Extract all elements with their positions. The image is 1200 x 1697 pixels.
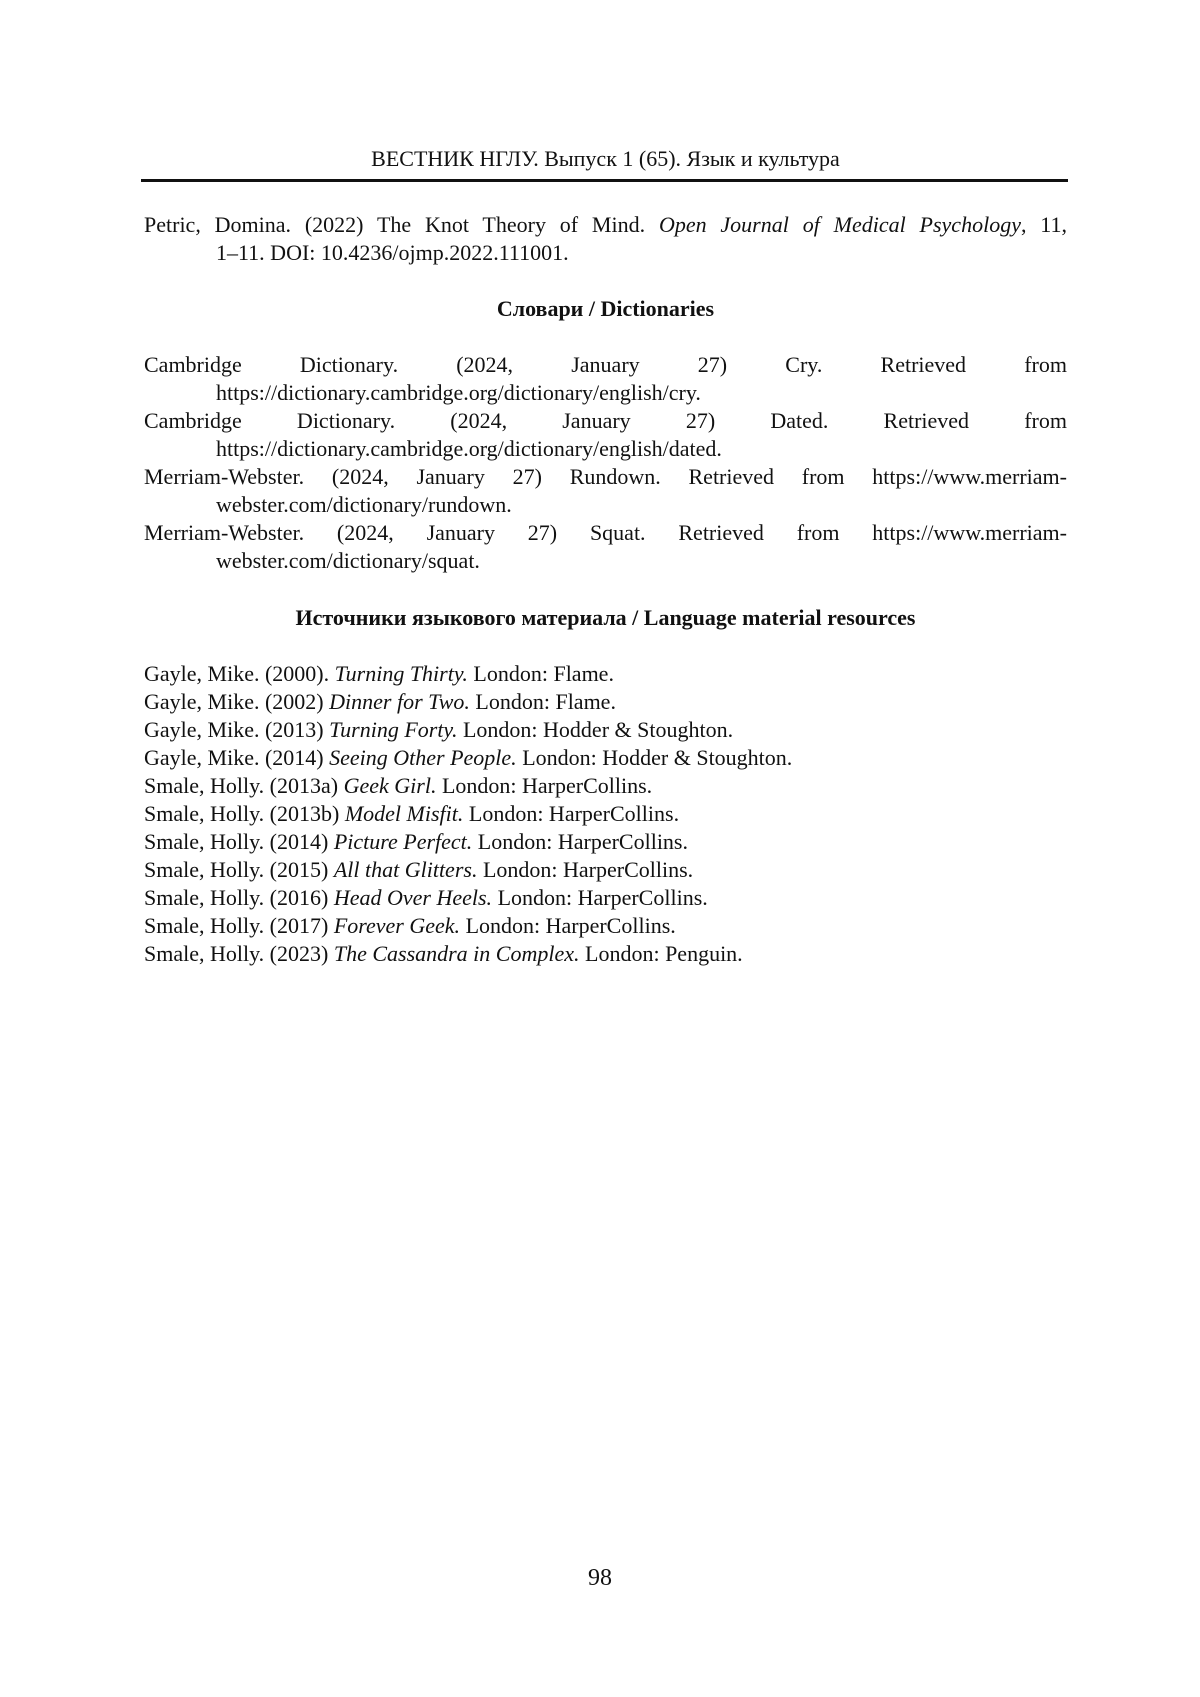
running-header: ВЕСТНИК НГЛУ. Выпуск 1 (65). Язык и культура xyxy=(144,145,1067,173)
reference-line-1 xyxy=(144,211,1067,239)
entry-line-2: https://dictionary.cambridge.org/dictionary/english/dated. xyxy=(144,435,1067,463)
section-heading-dictionaries: Словари / Dictionaries xyxy=(144,295,1067,323)
source-title: The Cassandra in Complex. xyxy=(334,941,580,966)
entry-line-1: Merriam-Webster. (2024, January 27) Rundown. Retrieved from https://www.merriam- xyxy=(144,463,1067,491)
source-title: Turning Forty. xyxy=(329,717,457,742)
dictionary-entry xyxy=(144,407,1067,463)
source-text: Gayle, Mike. (2013) xyxy=(144,717,329,742)
source-entry xyxy=(144,884,1067,912)
source-entry xyxy=(144,716,1067,744)
source-text: London: HarperCollins. xyxy=(492,885,708,910)
source-title: Seeing Other People. xyxy=(329,745,517,770)
source-text: Gayle, Mike. (2002) xyxy=(144,689,329,714)
source-text: London: HarperCollins. xyxy=(477,857,693,882)
source-entry xyxy=(144,856,1067,884)
reference-petric xyxy=(144,211,1067,267)
sources-list xyxy=(144,660,1067,968)
source-text: Smale, Holly. (2017) xyxy=(144,913,334,938)
source-text: Smale, Holly. (2013b) xyxy=(144,801,345,826)
source-entry xyxy=(144,800,1067,828)
dictionary-entry xyxy=(144,463,1067,519)
dictionary-entry xyxy=(144,519,1067,575)
source-text: Smale, Holly. (2014) xyxy=(144,829,334,854)
source-title: Turning Thirty. xyxy=(335,661,468,686)
source-text: Gayle, Mike. (2014) xyxy=(144,745,329,770)
source-text: Gayle, Mike. (2000). xyxy=(144,661,335,686)
section-heading-sources: Источники языкового материала / Language material resources xyxy=(144,604,1067,632)
source-title: Dinner for Two. xyxy=(329,689,470,714)
dictionary-entry xyxy=(144,351,1067,407)
source-text: London: Penguin. xyxy=(580,941,743,966)
source-entry xyxy=(144,940,1067,968)
entry-line-1: Cambridge Dictionary. (2024, January 27) Cry. Retrieved from xyxy=(144,351,1067,379)
source-title: Model Misfit. xyxy=(345,801,464,826)
source-entry xyxy=(144,912,1067,940)
source-entry xyxy=(144,772,1067,800)
ref-text: Petric, Domina. (2022) The Knot Theory of Mind. xyxy=(144,212,659,237)
source-text: London: Flame. xyxy=(470,689,616,714)
entry-line-1: Cambridge Dictionary. (2024, January 27) Dated. Retrieved from xyxy=(144,407,1067,435)
reference-line-2: 1–11. DOI: 10.4236/ojmp.2022.111001. xyxy=(144,239,1067,267)
source-entry xyxy=(144,688,1067,716)
entry-line-2: webster.com/dictionary/squat. xyxy=(144,547,1067,575)
source-text: London: Flame. xyxy=(468,661,614,686)
entry-line-2: https://dictionary.cambridge.org/dictionary/english/cry. xyxy=(144,379,1067,407)
entry-line-1: Merriam-Webster. (2024, January 27) Squat. Retrieved from https://www.merriam- xyxy=(144,519,1067,547)
source-title: Head Over Heels. xyxy=(334,885,492,910)
source-text: Smale, Holly. (2013a) xyxy=(144,773,344,798)
dictionary-list xyxy=(144,351,1067,575)
source-text: London: HarperCollins. xyxy=(460,913,676,938)
header-rule xyxy=(141,179,1068,182)
source-text: London: HarperCollins. xyxy=(463,801,679,826)
source-text: Smale, Holly. (2015) xyxy=(144,857,334,882)
source-title: All that Glitters. xyxy=(334,857,478,882)
source-title: Picture Perfect. xyxy=(334,829,472,854)
entry-line-2: webster.com/dictionary/rundown. xyxy=(144,491,1067,519)
ref-text: , 11, xyxy=(1021,212,1067,237)
source-text: London: Hodder & Stoughton. xyxy=(517,745,793,770)
source-text: London: HarperCollins. xyxy=(472,829,688,854)
source-entry xyxy=(144,660,1067,688)
source-text: London: Hodder & Stoughton. xyxy=(457,717,733,742)
source-title: Geek Girl. xyxy=(344,773,437,798)
page-number: 98 xyxy=(0,1565,1200,1592)
source-text: Smale, Holly. (2023) xyxy=(144,941,334,966)
ref-journal: Open Journal of Medical Psychology xyxy=(659,212,1021,237)
source-entry xyxy=(144,744,1067,772)
source-text: Smale, Holly. (2016) xyxy=(144,885,334,910)
source-entry xyxy=(144,828,1067,856)
source-text: London: HarperCollins. xyxy=(436,773,652,798)
source-title: Forever Geek. xyxy=(334,913,460,938)
